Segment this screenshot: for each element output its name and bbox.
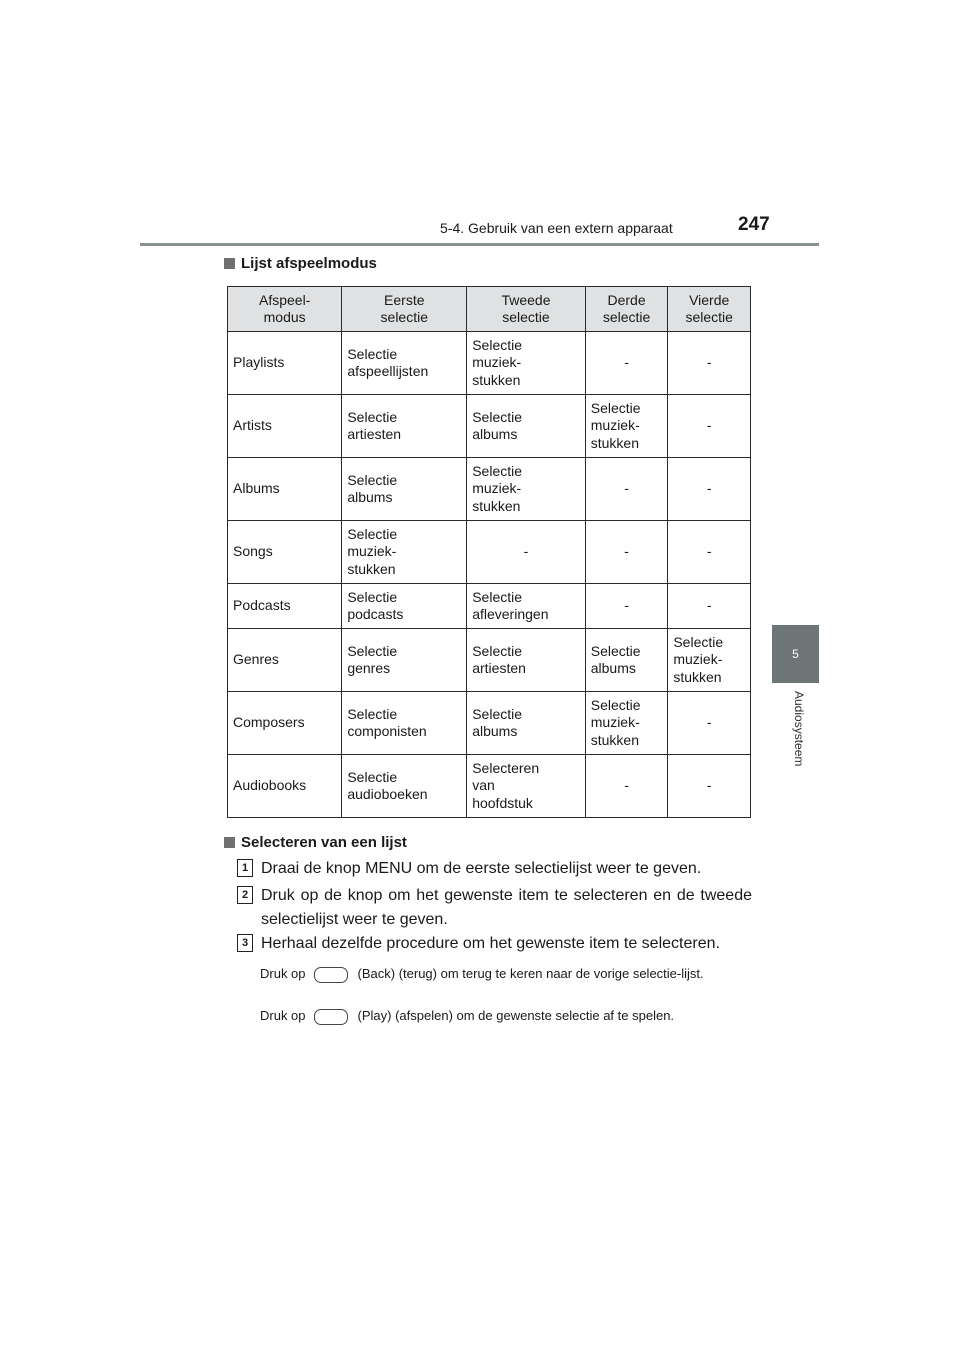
selection-cell: Selectie albums	[342, 458, 467, 521]
note-prefix: Druk op	[260, 966, 306, 981]
section-title-text: Selecteren van een lijst	[241, 834, 407, 851]
mode-name-cell: Audiobooks	[228, 755, 342, 818]
step-2	[237, 884, 752, 932]
selection-cell: -	[467, 521, 586, 584]
section-title-select-list	[224, 834, 407, 851]
table-row	[228, 332, 751, 395]
step-1	[237, 857, 752, 881]
play-button-icon	[314, 1009, 348, 1025]
selection-cell: -	[668, 332, 751, 395]
mode-name-cell: Songs	[228, 521, 342, 584]
selection-cell: -	[668, 521, 751, 584]
selection-cell: Selectie artiesten	[467, 629, 586, 692]
selection-cell: Selectie artiesten	[342, 395, 467, 458]
table-row	[228, 692, 751, 755]
chapter-tab-label: Audiosysteem	[792, 691, 806, 767]
selection-cell: Selectie muziek- stukken	[342, 521, 467, 584]
selection-cell: Selectie muziek- stukken	[668, 629, 751, 692]
playmode-table	[227, 286, 751, 818]
selection-cell: Selectie muziek- stukken	[585, 395, 668, 458]
selection-cell: -	[585, 755, 668, 818]
table-row	[228, 755, 751, 818]
back-button-icon	[314, 967, 348, 983]
note-suffix: (Back) (terug) om terug te keren naar de vorige selectie-lijst.	[357, 966, 704, 981]
note-play	[260, 1006, 752, 1026]
page-number: 247	[738, 214, 770, 235]
mode-name-cell: Albums	[228, 458, 342, 521]
selection-cell: Selectie podcasts	[342, 584, 467, 629]
mode-name-cell: Artists	[228, 395, 342, 458]
step-text: Draai de knop MENU om de eerste selectielijst weer te geven.	[261, 860, 702, 877]
selection-cell: Selectie audioboeken	[342, 755, 467, 818]
table-row	[228, 521, 751, 584]
step-text: Herhaal dezelfde procedure om het gewenste item te selecteren.	[261, 935, 720, 952]
selection-cell: Selectie albums	[467, 395, 586, 458]
table-row	[228, 629, 751, 692]
selection-cell: Selectie muziek- stukken	[467, 458, 586, 521]
selection-cell: -	[585, 584, 668, 629]
table-row	[228, 395, 751, 458]
table-header-row	[228, 287, 751, 332]
mode-name-cell: Podcasts	[228, 584, 342, 629]
selection-cell: -	[668, 692, 751, 755]
selection-cell: Selectie muziek- stukken	[467, 332, 586, 395]
selection-cell: Selectie genres	[342, 629, 467, 692]
selection-cell: Selectie albums	[467, 692, 586, 755]
selection-cell: -	[585, 521, 668, 584]
selection-cell: Selectie muziek- stukken	[585, 692, 668, 755]
selection-cell: Selecteren van hoofdstuk	[467, 755, 586, 818]
selection-cell: -	[668, 458, 751, 521]
chapter-tab: 5	[772, 625, 819, 683]
step-number-badge: 3	[237, 934, 253, 952]
bullet-square-icon	[224, 837, 235, 848]
step-number-badge: 1	[237, 859, 253, 877]
section-title-playmode	[224, 255, 377, 272]
selection-cell: Selectie componisten	[342, 692, 467, 755]
bullet-square-icon	[224, 258, 235, 269]
mode-name-cell: Playlists	[228, 332, 342, 395]
table-header-cell: Tweede selectie	[467, 287, 586, 332]
note-prefix: Druk op	[260, 1008, 306, 1023]
selection-cell: -	[668, 395, 751, 458]
table-row	[228, 584, 751, 629]
selection-cell: Selectie afleveringen	[467, 584, 586, 629]
selection-cell: -	[668, 755, 751, 818]
selection-cell: -	[668, 584, 751, 629]
mode-name-cell: Composers	[228, 692, 342, 755]
section-title-text: Lijst afspeelmodus	[241, 255, 377, 272]
step-3	[237, 932, 752, 956]
header-divider	[140, 243, 819, 246]
step-number-badge: 2	[237, 886, 253, 904]
note-suffix: (Play) (afspelen) om de gewenste selectie af te spelen.	[357, 1008, 675, 1023]
note-back	[260, 964, 752, 984]
selection-cell: -	[585, 458, 668, 521]
selection-cell: Selectie afspeellijsten	[342, 332, 467, 395]
selection-cell: -	[585, 332, 668, 395]
table-row	[228, 458, 751, 521]
table-header-cell: Eerste selectie	[342, 287, 467, 332]
selection-cell: Selectie albums	[585, 629, 668, 692]
table-header-cell: Derde selectie	[585, 287, 668, 332]
table-header-cell: Vierde selectie	[668, 287, 751, 332]
chapter-heading: 5-4. Gebruik van een extern apparaat	[440, 220, 673, 236]
step-text: Druk op de knop om het gewenste item te selecteren en de tweede selectielijst weer te geven.	[261, 887, 752, 928]
mode-name-cell: Genres	[228, 629, 342, 692]
table-header-cell: Afspeel- modus	[228, 287, 342, 332]
